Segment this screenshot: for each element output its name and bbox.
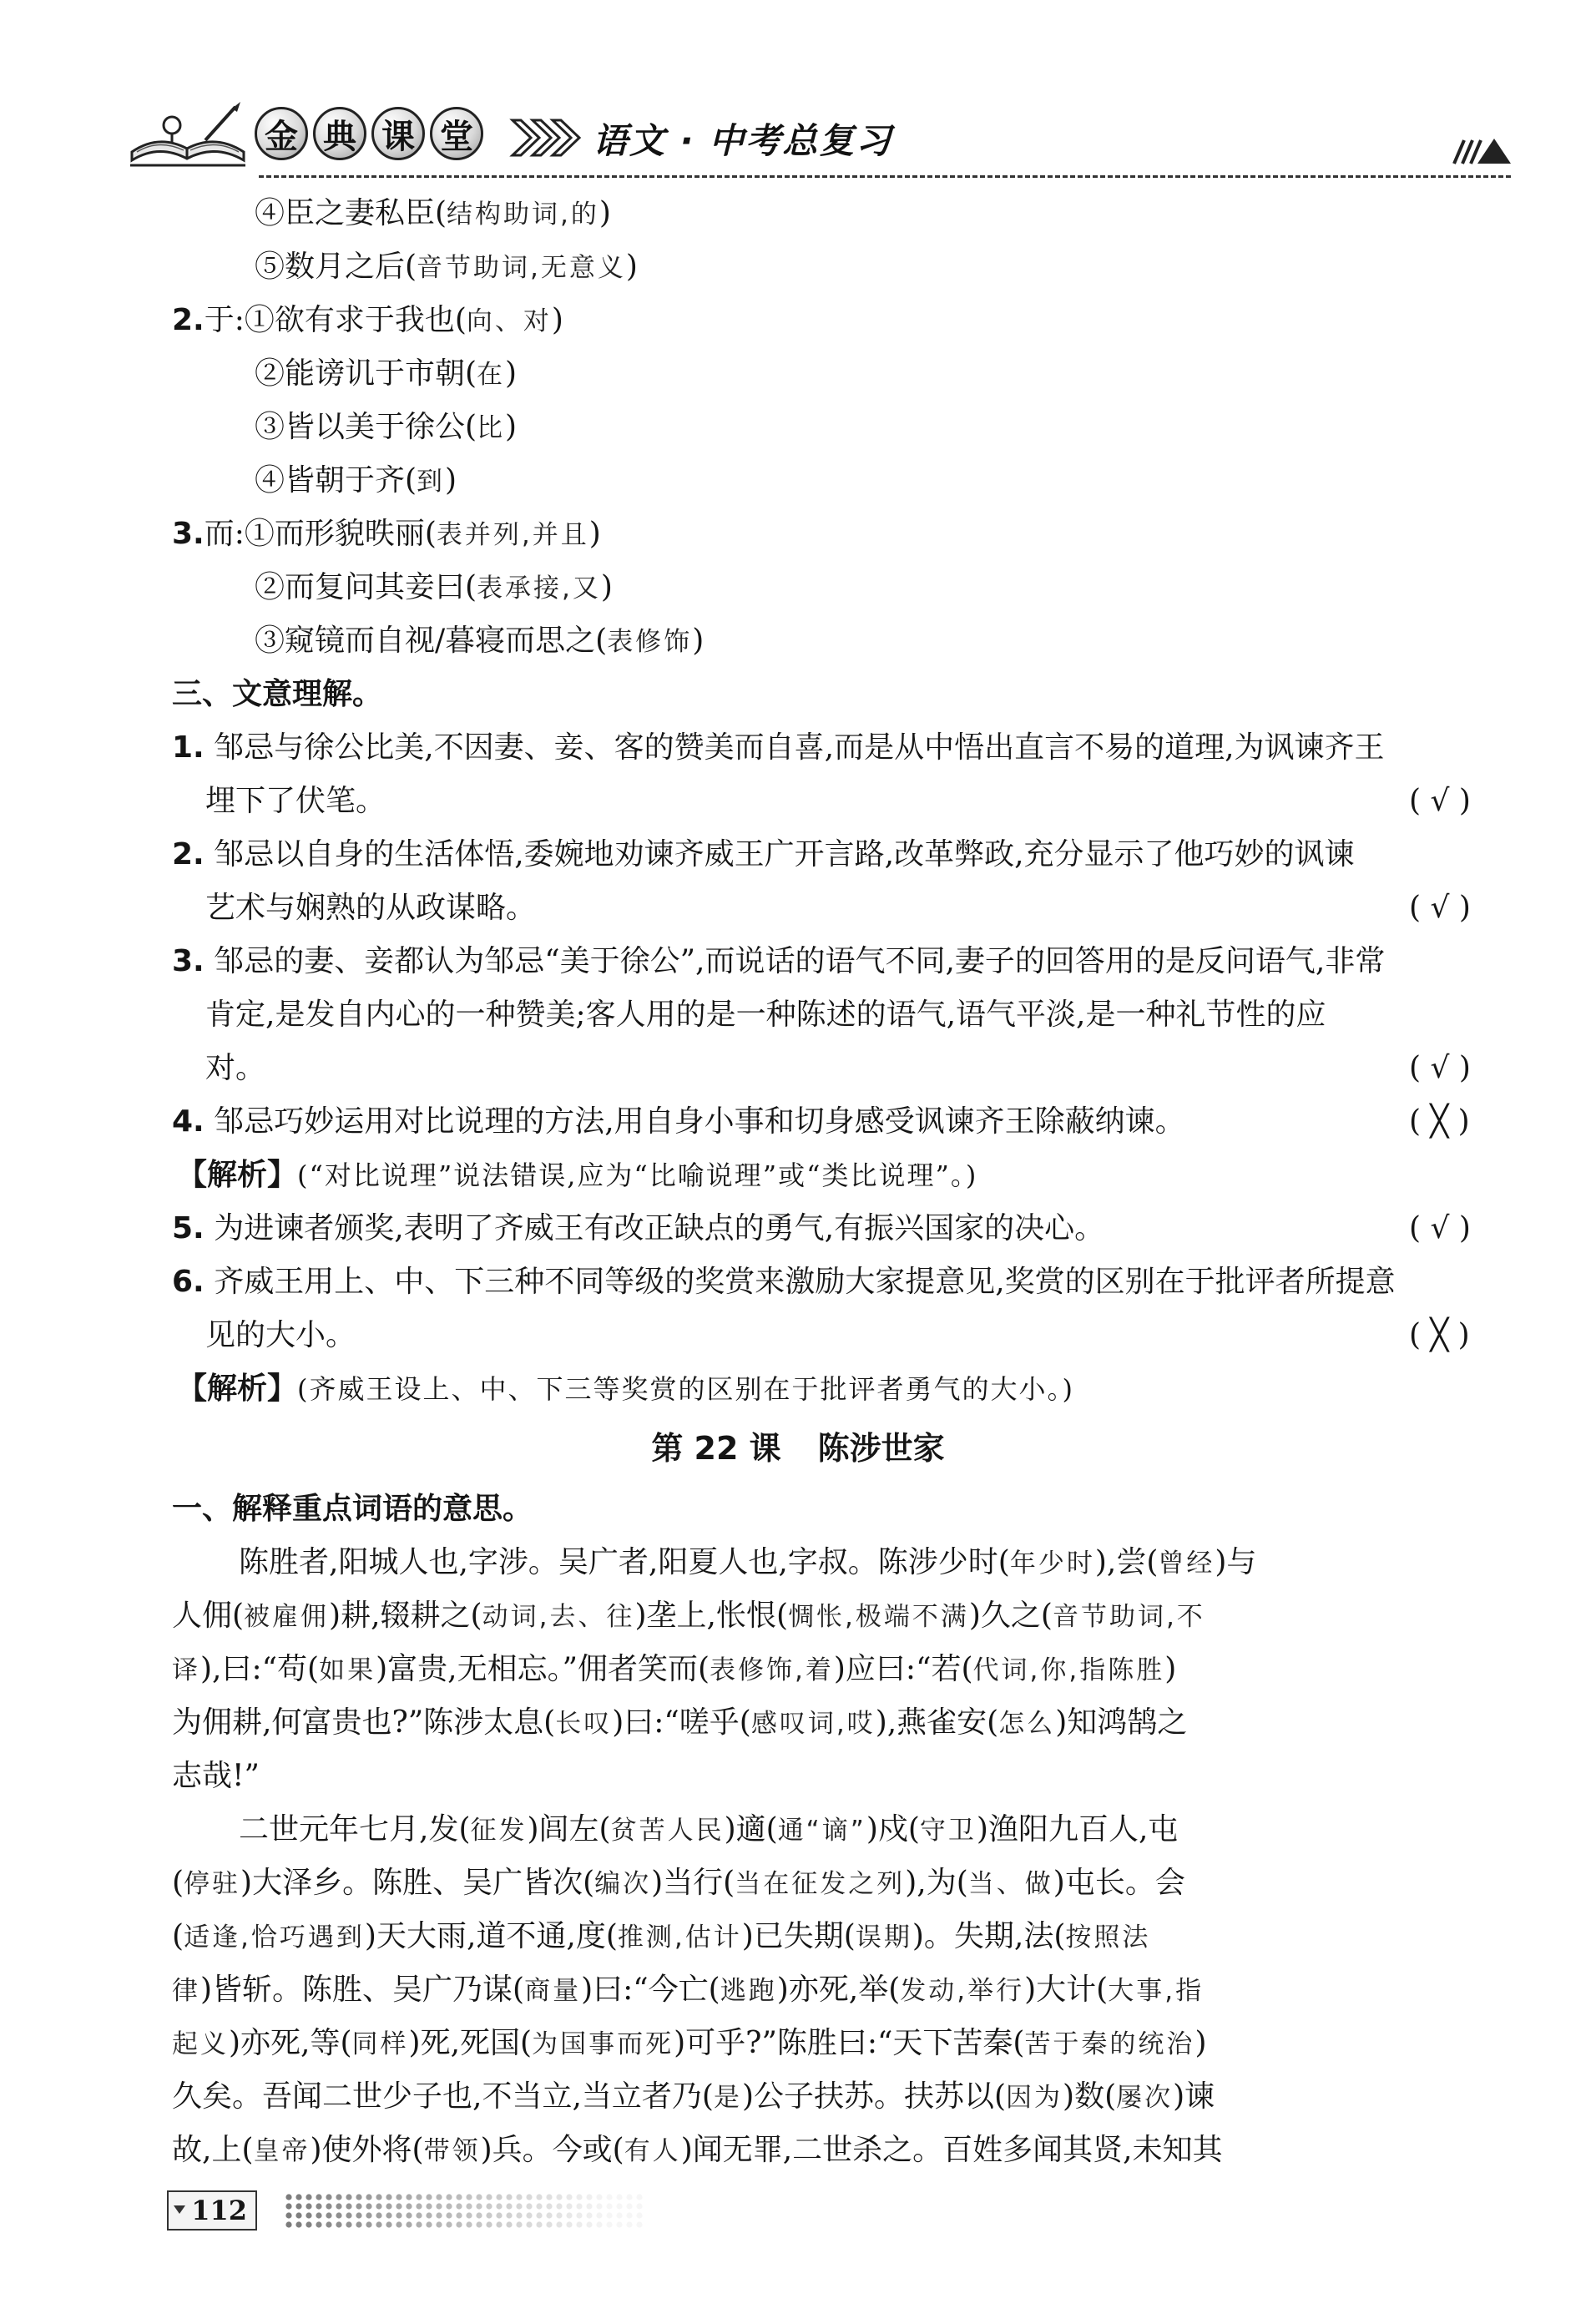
passage-line: (适逢,恰巧遇到)天大雨,道不通,度(推测,估计)已失期(误期)。失期,法(按照法 <box>172 1919 1151 1953</box>
decor-dot <box>346 2221 351 2227</box>
decor-dot <box>456 2221 462 2227</box>
decor-dot <box>396 2194 402 2200</box>
decor-dot <box>376 2203 381 2209</box>
decor-dot <box>295 2194 301 2200</box>
decor-dot <box>295 2212 301 2218</box>
decor-dot <box>386 2203 391 2209</box>
decor-dot <box>285 2212 291 2218</box>
decor-dot <box>636 2194 642 2200</box>
analysis-note: 【解析】(“对比说理”说法错误,应为“比喻说理”或“类比说理”。) <box>177 1158 978 1192</box>
brand-char: 课 <box>371 107 425 160</box>
decor-dot <box>476 2212 482 2218</box>
decor-dot <box>285 2194 291 2200</box>
open-book-icon <box>125 100 250 175</box>
passage-line: 译),曰:“苟(如果)富贵,无相忘。”佣者笑而(表修饰,着)应曰:“若(代词,你,指陈胜) <box>172 1652 1177 1686</box>
decor-dot <box>546 2194 552 2200</box>
passage-line: 律)皆斩。陈胜、吴广乃谋(商量)曰:“今亡(逃跑)亦死,举(发动,举行)大计(大事,指 <box>172 1973 1205 2007</box>
decor-dot <box>486 2221 492 2227</box>
decor-dot <box>326 2203 331 2209</box>
decor-dot <box>446 2221 452 2227</box>
decor-dot <box>586 2203 592 2209</box>
decor-dot <box>606 2203 612 2209</box>
decor-dot <box>316 2221 321 2227</box>
decor-dot <box>346 2194 351 2200</box>
decor-dot <box>416 2203 422 2209</box>
decor-dot <box>416 2212 422 2218</box>
decor-dot <box>566 2194 572 2200</box>
decor-dot <box>426 2221 432 2227</box>
decor-dot <box>596 2212 602 2218</box>
decor-dot <box>356 2212 361 2218</box>
decor-dot <box>306 2221 311 2227</box>
decor-dot <box>506 2194 512 2200</box>
decor-dot <box>336 2194 341 2200</box>
statement-line: 艺术与娴熟的从政谋略。 <box>205 891 537 925</box>
decor-dot <box>506 2221 512 2227</box>
decor-dot <box>566 2203 572 2209</box>
dot-pattern-decoration <box>284 2192 651 2229</box>
answer-line: ③皆以美于徐公(比) <box>255 410 518 444</box>
passage-line: (停驻)大泽乡。陈胜、吴广皆次(编次)当行(当在征发之列),为(当、做)屯长。会 <box>172 1866 1185 1900</box>
decor-dot <box>406 2203 412 2209</box>
decor-dot <box>466 2194 472 2200</box>
page-number-text: 112 <box>191 2195 247 2226</box>
decor-dot <box>326 2221 331 2227</box>
check-mark: ( √ ) <box>1409 784 1471 818</box>
statement-line: 埋下了伏笔。 <box>205 784 386 818</box>
passage-line: 陈胜者,阳城人也,字涉。吴广者,阳夏人也,字叔。陈涉少时(年少时),尝(曾经)与 <box>239 1545 1257 1579</box>
answer-line: 2.于:①欲有求于我也(向、对) <box>172 303 563 337</box>
decor-dot <box>536 2221 542 2227</box>
decor-dot <box>576 2221 582 2227</box>
decor-dot <box>506 2212 512 2218</box>
decor-dot <box>616 2203 622 2209</box>
statement-line: 1. 邹忌与徐公比美,不因妻、妾、客的赞美而自喜,而是从中悟出直言不易的道理,为讽谏齐王 <box>172 730 1385 765</box>
decor-dot <box>576 2212 582 2218</box>
decor-dot <box>516 2221 522 2227</box>
decor-dot <box>336 2221 341 2227</box>
decor-dot <box>356 2194 361 2200</box>
statement-line: 对。 <box>205 1051 266 1085</box>
decor-dot <box>456 2194 462 2200</box>
decor-dot <box>316 2203 321 2209</box>
decor-dot <box>556 2203 562 2209</box>
decor-dot <box>616 2194 622 2200</box>
decor-dot <box>626 2203 632 2209</box>
decor-dot <box>526 2212 532 2218</box>
decor-dot <box>516 2194 522 2200</box>
statement-line: 6. 齐威王用上、中、下三种不同等级的奖赏来激励大家提意见,奖赏的区别在于批评者所提意 <box>172 1265 1396 1299</box>
decor-dot <box>426 2212 432 2218</box>
decor-dot <box>396 2221 402 2227</box>
decor-dot <box>366 2203 371 2209</box>
decor-dot <box>576 2194 582 2200</box>
decor-dot <box>346 2212 351 2218</box>
answer-line: ②能谤讥于市朝(在) <box>255 356 518 391</box>
statement-line: 5. 为进谏者颁奖,表明了齐威王有改正缺点的勇气,有振兴国家的决心。 <box>172 1211 1105 1245</box>
subject-title: 语文 · 中考总复习 <box>593 120 893 161</box>
decor-dot <box>306 2203 311 2209</box>
statement-line: 3. 邹忌的妻、妾都认为邹忌“美于徐公”,而说话的语气不同,妻子的回答用的是反问语气,非常 <box>172 944 1386 978</box>
decor-dot <box>526 2221 532 2227</box>
brand-char: 金 <box>255 107 308 160</box>
decor-dot <box>556 2221 562 2227</box>
cross-mark: ( ╳ ) <box>1409 1104 1470 1139</box>
decor-dot <box>326 2212 331 2218</box>
decor-dot <box>336 2212 341 2218</box>
decor-dot <box>536 2212 542 2218</box>
decor-dot <box>476 2194 482 2200</box>
decor-dot <box>586 2212 592 2218</box>
decor-dot <box>285 2203 291 2209</box>
decor-dot <box>626 2194 632 2200</box>
decor-dot <box>356 2203 361 2209</box>
decor-dot <box>406 2221 412 2227</box>
decor-dot <box>426 2194 432 2200</box>
decor-dot <box>456 2203 462 2209</box>
decor-dot <box>336 2203 341 2209</box>
decor-dot <box>306 2194 311 2200</box>
decor-dot <box>546 2212 552 2218</box>
passage-line: 久矣。吾闻二世少子也,不当立,当立者乃(是)公子扶苏。扶苏以(因为)数(屡次)谏 <box>172 2079 1215 2114</box>
brand-title <box>255 107 483 160</box>
header-divider <box>259 175 1511 178</box>
decor-dot <box>436 2203 442 2209</box>
decor-dot <box>366 2221 371 2227</box>
passage-line: 故,上(皇帝)使外将(带领)兵。今或(有人)闻无罪,二世杀之。百姓多闻其贤,未知其 <box>172 2133 1223 2167</box>
decor-dot <box>386 2221 391 2227</box>
check-mark: ( √ ) <box>1409 1051 1471 1085</box>
decor-dot <box>556 2212 562 2218</box>
decor-dot <box>326 2194 331 2200</box>
check-mark: ( √ ) <box>1409 891 1471 925</box>
decor-dot <box>636 2212 642 2218</box>
answer-line: ④臣之妻私臣(结构助词,的) <box>255 196 611 230</box>
decor-dot <box>516 2203 522 2209</box>
decor-dot <box>396 2212 402 2218</box>
decor-dot <box>596 2203 602 2209</box>
decor-dot <box>496 2194 502 2200</box>
decor-dot <box>456 2212 462 2218</box>
decor-dot <box>446 2212 452 2218</box>
decor-dot <box>606 2221 612 2227</box>
decor-dot <box>406 2212 412 2218</box>
decor-dot <box>486 2194 492 2200</box>
section-heading: 一、解释重点词语的意思。 <box>172 1492 533 1526</box>
decor-dot <box>376 2212 381 2218</box>
decor-dot <box>416 2221 422 2227</box>
page-header <box>125 92 1511 184</box>
decor-dot <box>386 2194 391 2200</box>
decor-dot <box>596 2194 602 2200</box>
decor-dot <box>546 2203 552 2209</box>
passage-line: 二世元年七月,发(征发)闾左(贫苦人民)適(通“谪”)戍(守卫)渔阳九百人,屯 <box>239 1812 1179 1847</box>
decor-dot <box>616 2221 622 2227</box>
decor-dot <box>476 2221 482 2227</box>
check-mark: ( √ ) <box>1409 1211 1471 1245</box>
decor-dot <box>496 2212 502 2218</box>
decor-dot <box>376 2221 381 2227</box>
decor-dot <box>376 2194 381 2200</box>
decor-dot <box>526 2203 532 2209</box>
decor-dot <box>536 2194 542 2200</box>
decor-dot <box>586 2221 592 2227</box>
decor-dot <box>616 2212 622 2218</box>
brand-char: 典 <box>313 107 366 160</box>
decor-dot <box>596 2221 602 2227</box>
lesson-title: 第 22 课 陈涉世家 <box>651 1430 945 1467</box>
decor-dot <box>606 2212 612 2218</box>
decor-dot <box>416 2194 422 2200</box>
statement-line: 肯定,是发自内心的一种赞美;客人用的是一种陈述的语气,语气平淡,是一种礼节性的应 <box>205 998 1326 1032</box>
decor-dot <box>496 2221 502 2227</box>
decor-dot <box>446 2194 452 2200</box>
passage-line: 人佣(被雇佣)耕,辍耕之(动词,去、往)垄上,怅恨(惆怅,极端不满)久之(音节助词,不 <box>172 1599 1205 1633</box>
cross-mark: ( ╳ ) <box>1409 1318 1470 1352</box>
decor-dot <box>496 2203 502 2209</box>
decor-dot <box>566 2221 572 2227</box>
decor-dot <box>306 2212 311 2218</box>
decor-dot <box>466 2203 472 2209</box>
decor-dot <box>556 2194 562 2200</box>
analysis-note: 【解析】(齐威王设上、中、下三等奖赏的区别在于批评者勇气的大小。) <box>177 1372 1074 1406</box>
statement-line: 见的大小。 <box>205 1318 356 1352</box>
passage-line: 志哉!” <box>172 1759 260 1793</box>
decor-dot <box>436 2212 442 2218</box>
decor-dot <box>386 2212 391 2218</box>
decor-dot <box>586 2194 592 2200</box>
decor-dot <box>486 2203 492 2209</box>
corner-triangle-icon <box>1452 135 1511 165</box>
decor-dot <box>486 2212 492 2218</box>
page-number <box>167 2190 257 2231</box>
decor-dot <box>606 2194 612 2200</box>
answer-line: 3.而:①而形貌昳丽(表并列,并且) <box>172 517 601 551</box>
decor-dot <box>466 2221 472 2227</box>
decor-dot <box>546 2221 552 2227</box>
decor-dot <box>426 2203 432 2209</box>
statement-line: 2. 邹忌以自身的生活体悟,委婉地劝谏齐威王广开言路,改革弊政,充分显示了他巧妙的讽谏 <box>172 837 1355 872</box>
statement-line: 4. 邹忌巧妙运用对比说理的方法,用自身小事和切身感受讽谏齐王除蔽纳谏。 <box>172 1104 1185 1139</box>
decor-dot <box>466 2212 472 2218</box>
decor-dot <box>566 2212 572 2218</box>
decor-dot <box>356 2221 361 2227</box>
decor-dot <box>626 2221 632 2227</box>
decor-dot <box>476 2203 482 2209</box>
decor-dot <box>285 2221 291 2227</box>
answer-line: ③窥镜而自视/暮寝而思之(表修饰) <box>255 624 705 658</box>
passage-line: 起义)亦死,等(同样)死,死国(为国事而死)可乎?”陈胜曰:“天下苦秦(苦于秦的统治) <box>172 2026 1207 2060</box>
decor-dot <box>436 2194 442 2200</box>
decor-dot <box>346 2203 351 2209</box>
triangle-icon <box>174 2205 185 2214</box>
decor-dot <box>396 2203 402 2209</box>
chevrons-icon <box>509 117 584 159</box>
decor-dot <box>406 2194 412 2200</box>
answer-line: ④皆朝于齐(到) <box>255 463 457 498</box>
decor-dot <box>626 2212 632 2218</box>
decor-dot <box>366 2212 371 2218</box>
section-heading: 三、文意理解。 <box>172 677 383 711</box>
decor-dot <box>636 2221 642 2227</box>
decor-dot <box>636 2203 642 2209</box>
decor-dot <box>316 2194 321 2200</box>
decor-dot <box>576 2203 582 2209</box>
decor-dot <box>526 2194 532 2200</box>
decor-dot <box>436 2221 442 2227</box>
decor-dot <box>295 2203 301 2209</box>
decor-dot <box>316 2212 321 2218</box>
answer-line: ⑤数月之后(音节助词,无意义) <box>255 250 638 284</box>
decor-dot <box>536 2203 542 2209</box>
decor-dot <box>506 2203 512 2209</box>
answer-line: ②而复问其妾曰(表承接,又) <box>255 570 613 604</box>
decor-dot <box>366 2194 371 2200</box>
brand-char: 堂 <box>430 107 483 160</box>
passage-line: 为佣耕,何富贵也?”陈涉太息(长叹)曰:“嗟乎(感叹词,哎),燕雀安(怎么)知鸿鹄之 <box>172 1705 1188 1740</box>
decor-dot <box>516 2212 522 2218</box>
decor-dot <box>446 2203 452 2209</box>
decor-dot <box>295 2221 301 2227</box>
